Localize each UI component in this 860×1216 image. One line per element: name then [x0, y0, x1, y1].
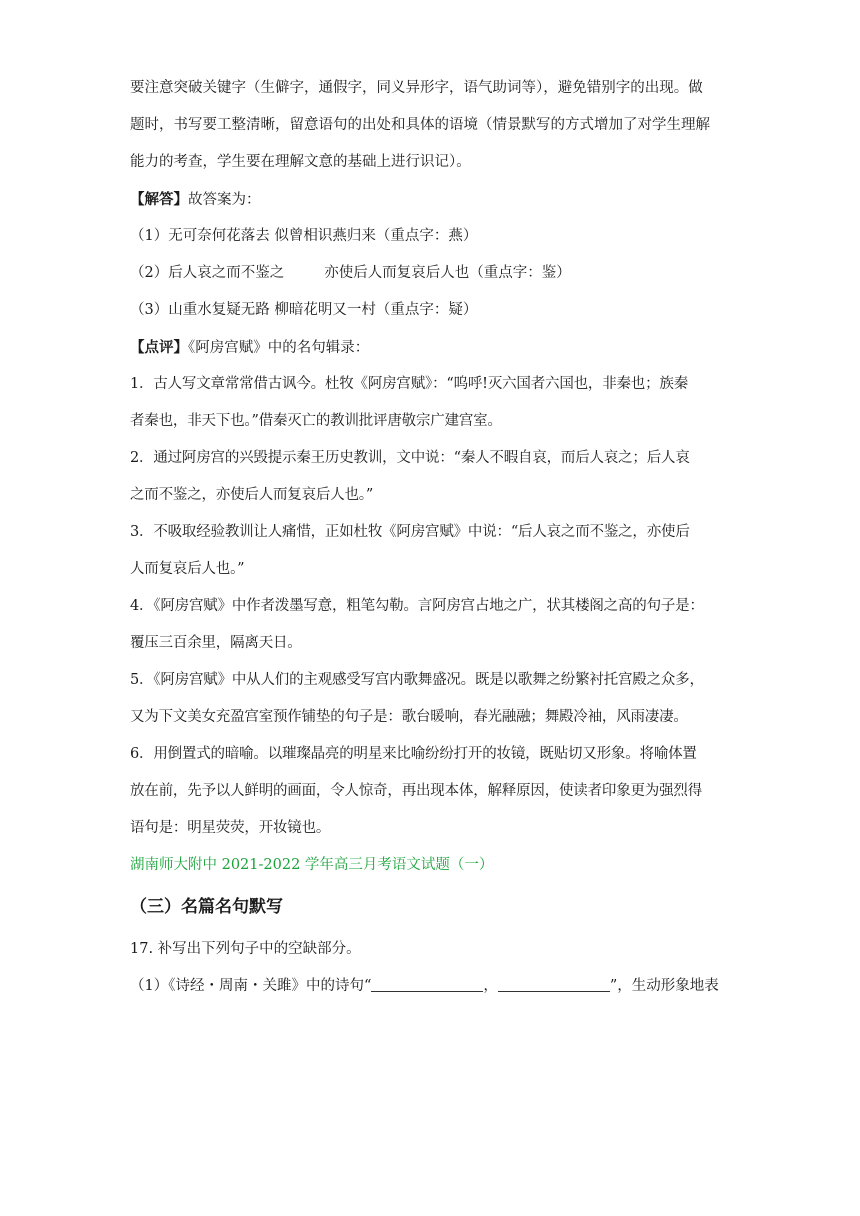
comment-line-1: 1．古人写文章常常借古讽今。杜牧《阿房宫赋》：“呜呼!灭六国者六国也，非秦也；族秦 [130, 376, 689, 392]
intro-line-2: 题时，书写要工整清晰，留意语句的出处和具体的语境（情景默写的方式增加了对学生理解 [130, 117, 710, 133]
comment-line-2: 者秦也，非天下也。”借秦灭亡的教训批评唐敬宗广建宫室。 [130, 413, 502, 429]
answer-item-3-text: （3）山重水复疑无路 柳暗花明又一村（重点字：疑） [130, 302, 478, 318]
comment-line-10: 又为下文美女充盈宫室预作铺垫的句子是：歌台暖响，春光融融；舞殿冷袖，风雨凄凄。 [130, 709, 688, 725]
section-title: （三）名篇名句默写 [130, 897, 283, 917]
comment-line-9: 5．《阿房宫赋》中从人们的主观感受写宫内歌舞盛况。既是以歌舞之纷繁衬托宫殿之众多， [130, 672, 704, 688]
question-prefix: （1）《诗经・周南・关雎》中的诗句“ [130, 978, 372, 994]
answer-item-1 [130, 218, 730, 255]
answer-item-3 [130, 292, 730, 329]
intro-line-1: 要注意突破关键字（生僻字，通假字，同义异形字，语气助词等），避免错别字的出现。做 [130, 80, 703, 96]
question-suffix: ”，生动形象地表 [609, 978, 719, 994]
comment-heading [130, 329, 730, 366]
comment-line-6: 人而复哀后人也。” [130, 561, 245, 577]
answer-item-2-part-a: （2）后人哀之而不鉴之 [130, 265, 285, 281]
document-content [130, 70, 730, 1005]
answer-heading-label: 【解答】 [130, 191, 188, 208]
answer-heading [130, 181, 730, 218]
question-separator: ， [483, 978, 498, 994]
question-line-2 [130, 968, 730, 1005]
source-title: 湖南师大附中 2021-2022 学年高三月考语文试题（一） [130, 857, 494, 873]
intro-line-3: 能力的考查，学生要在理解文意的基础上进行识记）。 [130, 154, 471, 170]
answer-heading-text: 故答案为： [188, 192, 261, 208]
comment-line-12: 放在前，先予以人鲜明的画面，令人惊奇，再出现本体，解释原因，使读者印象更为强烈得 [130, 783, 702, 799]
answer-item-1-text: （1）无可奈何花落去 似曾相识燕归来（重点字：燕） [130, 228, 478, 244]
question-line-1: 17. 补写出下列句子中的空缺部分。 [130, 941, 361, 957]
answer-item-2 [130, 255, 730, 292]
comment-heading-text: 《阿房宫赋》中的名句辑录： [188, 340, 370, 356]
answer-blank-2[interactable] [498, 976, 610, 992]
comment-line-7: 4．《阿房宫赋》中作者泼墨写意，粗笔勾勒。言阿房宫占地之广，状其楼阁之高的句子是： [130, 598, 704, 614]
answer-item-2-part-b: 亦使后人而复哀后人也（重点字：鉴） [324, 265, 571, 281]
comment-line-5: 3．不吸取经验教训让人痛惜，正如杜牧《阿房宫赋》中说：“后人哀之而不鉴之，亦使后 [130, 524, 690, 540]
comment-heading-label: 【点评】 [130, 339, 188, 356]
comment-line-11: 6．用倒置式的暗喻。以璀璨晶亮的明星来比喻纷纷打开的妆镜，既贴切又形象。将喻体置 [130, 746, 697, 762]
answer-blank-1[interactable] [371, 976, 483, 992]
comment-line-4: 之而不鉴之，亦使后人而复哀后人也。” [130, 487, 374, 503]
comment-line-3: 2．通过阿房宫的兴毁提示秦王历史教训，文中说：“秦人不暇自哀，而后人哀之；后人哀 [130, 450, 690, 466]
comment-line-13: 语句是：明星荧荧，开妆镜也。 [130, 820, 331, 836]
comment-line-8: 覆压三百余里，隔离天日。 [130, 635, 302, 651]
